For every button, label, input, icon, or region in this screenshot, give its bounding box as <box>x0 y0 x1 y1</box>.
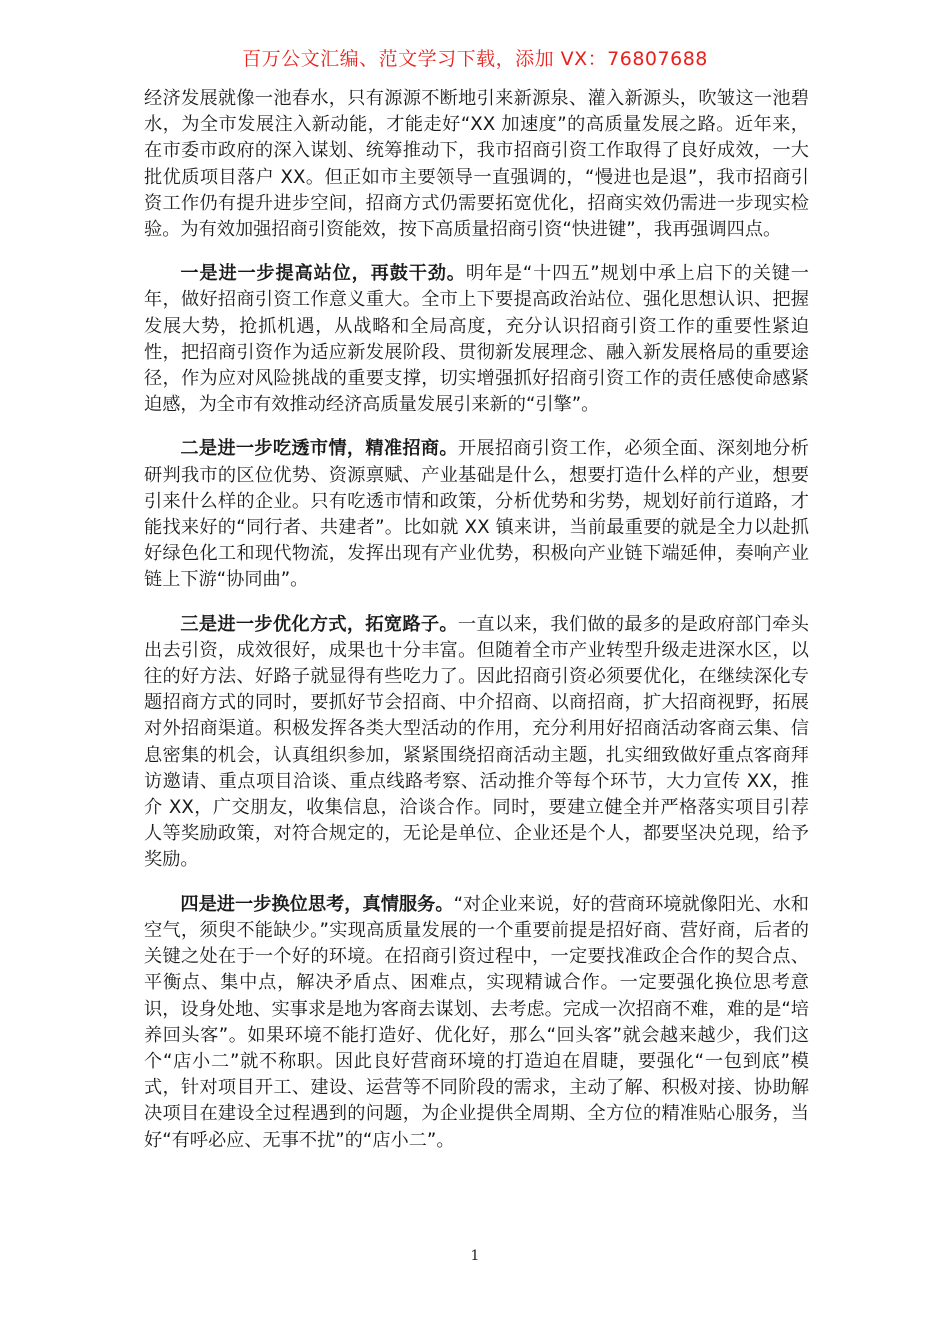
point-two-paragraph <box>144 436 809 593</box>
point-two-text: 开展招商引资工作，必须全面、深刻地分析研判我市的区位优势、资源禀赋、产业基础是什么，想要打造什么样的产业，想要引来什么样的企业。只有吃透市情和政策，分析优势和劣势，规划好前行道路，才能找来好的“同行者、共建者”。比如就 XX 镇来讲，当前最重要的就是全力以赴抓好绿色化工和现代物流，发挥出现有产业优势，积极向产业链下端延伸，奏响产业链上下游“协同曲”。 <box>144 438 809 591</box>
point-three-text: 一直以来，我们做的最多的是政府部门牵头出去引资，成效很好，成果也十分丰富。但随着全市产业转型升级走进深水区，以往的好方法、好路子就显得有些吃力了。因此招商引资必须要优化，在继续深化专题招商方式的同时，要抓好节会招商、中介招商、以商招商，扩大招商视野，拓展对外招商渠道。积极发挥各类大型活动的作用，充分利用好招商活动客商云集、信息密集的机会，认真组织参加，紧紧围绕招商活动主题，扎实细致做好重点客商拜访邀请、重点项目洽谈、重点线路考察、活动推介等每个环节，大力宣传 XX，推介 XX，广交朋友，收集信息，洽谈合作。同时，要建立健全并严格落实项目引荐人等奖励政策，对符合规定的，无论是单位、企业还是个人，都要坚决兑现，给予奖励。 <box>144 613 809 871</box>
point-three-heading: 三是进一步优化方式，拓宽路子。 <box>180 613 458 635</box>
paragraph-text: 经济发展就像一池春水，只有源源不断地引来新源泉、灌入新源头，吹皱这一池碧水，为全市发展注入新动能，才能走好“XX 加速度”的高质量发展之路。近年来，在市委市政府的深入谋划、统筹推动下，我市招商引资工作取得了良好成效，一大批优质项目落户 XX。但正如市主要领导一直强调的，“慢进也是退”，我市招商引资工作仍有提升进步空间，招商方式仍需要拓宽优化，招商实效仍需进一步现实检验。为有效加强招商引资能效，按下高质量招商引资“快进键”，我再强调四点。 <box>144 88 809 241</box>
point-three-paragraph <box>144 612 809 874</box>
point-one-paragraph <box>144 261 809 418</box>
page-number: 1 <box>470 1248 480 1264</box>
point-one-text: 明年是“十四五”规划中承上启下的关键一年，做好招商引资工作意义重大。全市上下要提高政治站位、强化思想认识、把握发展大势，抢抓机遇，从战略和全局高度，充分认识招商引资工作的重要性紧迫性，把招商引资作为适应新发展阶段、贯彻新发展理念、融入新发展格局的重要途径，作为应对风险挑战的重要支撑，切实增强抓好招商引资工作的责任感使命感紧迫感，为全市有效推动经济高质量发展引来新的“引擎”。 <box>144 263 809 416</box>
point-four-paragraph <box>144 892 809 1154</box>
header-banner: 百万公文汇编、范文学习下载，添加 VX：76807688 <box>242 48 708 70</box>
point-four-text: “对企业来说，好的营商环境就像阳光、水和空气，须臾不能缺少。”实现高质量发展的一个重要前提是招好商、营好商，后者的关键之处在于一个好的环境。在招商引资过程中，一定要找准政企合作的契合点、平衡点、集中点，解决矛盾点、困难点，实现精诚合作。一定要强化换位思考意识，设身处地、实事求是地为客商去谋划、去考虑。完成一次招商不难，难的是“培养回头客”。如果环境不能打造好、优化好，那么“回头客”就会越来越少，我们这个“店小二”就不称职。因此良好营商环境的打造迫在眉睫，要强化“一包到底”模式，针对项目开工、建设、运营等不同阶段的需求，主动了解、积极对接、协助解决项目在建设全过程遇到的问题，为企业提供全周期、全方位的精准贴心服务，当好“有呼必应、无事不扰”的“店小二”。 <box>144 893 809 1151</box>
document-body <box>144 86 809 1172</box>
point-one-heading: 一是进一步提高站位，再鼓干劲。 <box>180 263 466 285</box>
point-four-heading: 四是进一步换位思考，真情服务。 <box>180 893 454 915</box>
intro-paragraph <box>144 86 809 243</box>
point-two-heading: 二是进一步吃透市情，精准招商。 <box>180 438 458 460</box>
